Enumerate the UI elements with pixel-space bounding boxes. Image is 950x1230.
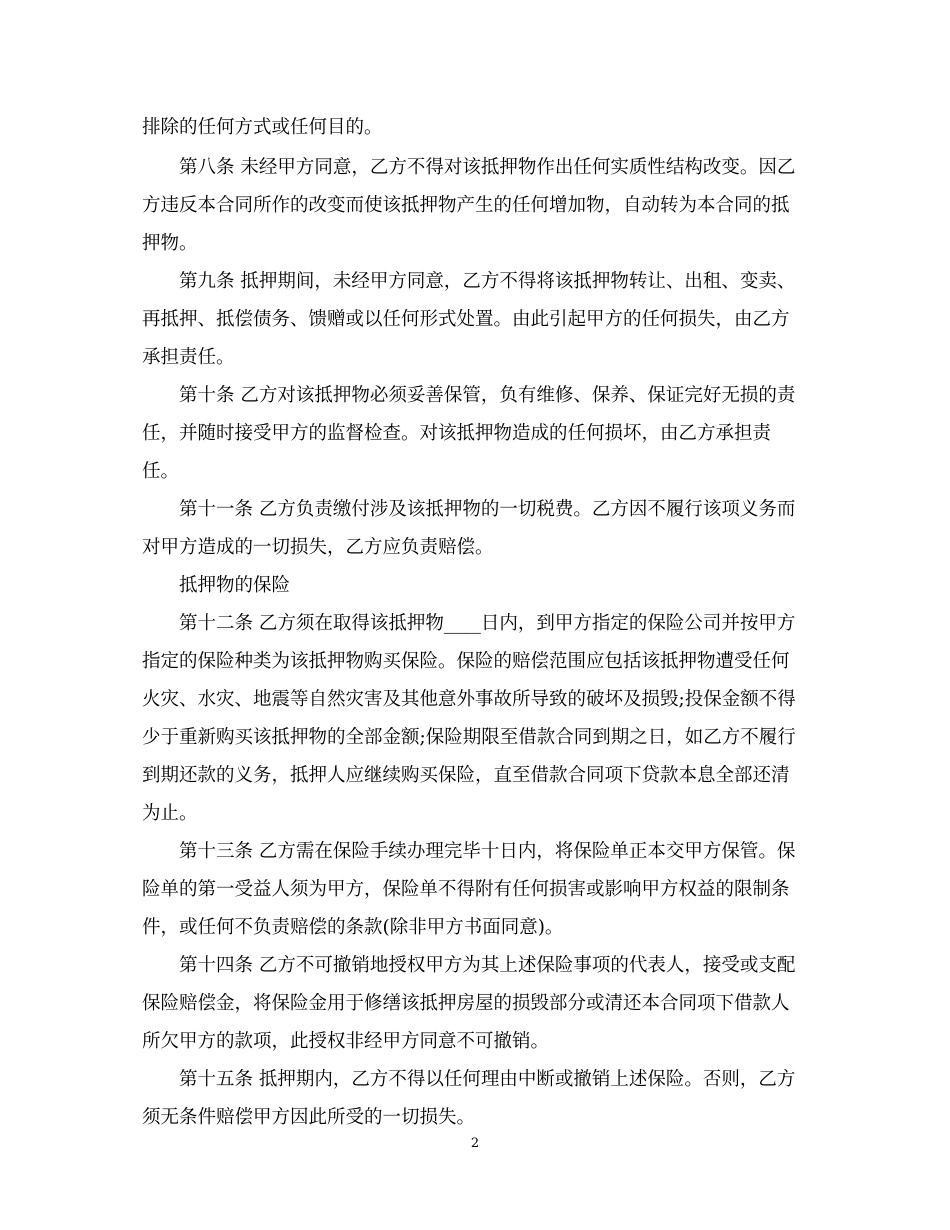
text-line: 火灾、水灾、地震等自然灾害及其他意外事故所导致的破坏及损毁;投保金额不得 [142,689,796,710]
text-line: 第十三条 乙方需在保险手续办理完毕十日内，将保险单正本交甲方保管。保 [179,841,796,862]
text-line: 第十五条 抵押期内，乙方不得以任何理由中断或撤销上述保险。否则，乙方 [179,1069,796,1090]
text-line: 险单的第一受益人须为甲方，保险单不得附有任何损害或影响甲方权益的限制条 [142,879,790,900]
text-line: 任，并随时接受甲方的监督检查。对该抵押物造成的任何损坏，由乙方承担责 [142,423,772,444]
text-line: 第十二条 乙方须在取得该抵押物____日内，到甲方指定的保险公司并按甲方 [179,613,796,634]
text-line: 押物。 [142,233,198,254]
text-line: 第十条 乙方对该抵押物必须妥善保管，负有维修、保养、保证完好无损的责 [179,385,796,406]
text-line: 再抵押、抵偿债务、馈赠或以任何形式处置。由此引起甲方的任何损失，由乙方 [142,309,790,330]
text-line: 为止。 [142,803,198,824]
section-heading: 抵押物的保险 [179,575,291,596]
text-line: 第八条 未经甲方同意，乙方不得对该抵押物作出任何实质性结构改变。因乙 [179,157,796,178]
text-line: 第十四条 乙方不可撤销地授权甲方为其上述保险事项的代表人，接受或支配 [179,955,796,976]
text-line: 对甲方造成的一切损失，乙方应负责赔偿。 [142,537,494,558]
text-line: 须无条件赔偿甲方因此所受的一切损失。 [142,1107,476,1128]
text-line: 到期还款的义务，抵押人应继续购买保险，直至借款合同项下贷款本息全部还清 [142,765,790,786]
text-line: 指定的保险种类为该抵押物购买保险。保险的赔偿范围应包括该抵押物遭受任何 [142,651,790,672]
text-line: 排除的任何方式或任何目的。 [142,117,383,138]
text-line: 件，或任何不负责赔偿的条款(除非甲方书面同意)。 [142,917,564,938]
text-line: 所欠甲方的款项，此授权非经甲方同意不可撤销。 [142,1031,550,1052]
text-line: 承担责任。 [142,347,235,368]
text-line: 方违反本合同所作的改变而使该抵押物产生的任何增加物，自动转为本合同的抵 [142,195,790,216]
text-line: 保险赔偿金，将保险金用于修缮该抵押房屋的损毁部分或清还本合同项下借款人 [142,993,790,1014]
page-number: 2 [470,1136,480,1151]
text-line: 第十一条 乙方负责缴付涉及该抵押物的一切税费。乙方因不履行该项义务而 [179,499,796,520]
text-line: 少于重新购买该抵押物的全部金额;保险期限至借款合同到期之日，如乙方不履行 [142,727,796,748]
text-line: 任。 [142,461,180,482]
text-line: 第九条 抵押期间，未经甲方同意，乙方不得将该抵押物转让、出租、变卖、 [179,271,796,292]
